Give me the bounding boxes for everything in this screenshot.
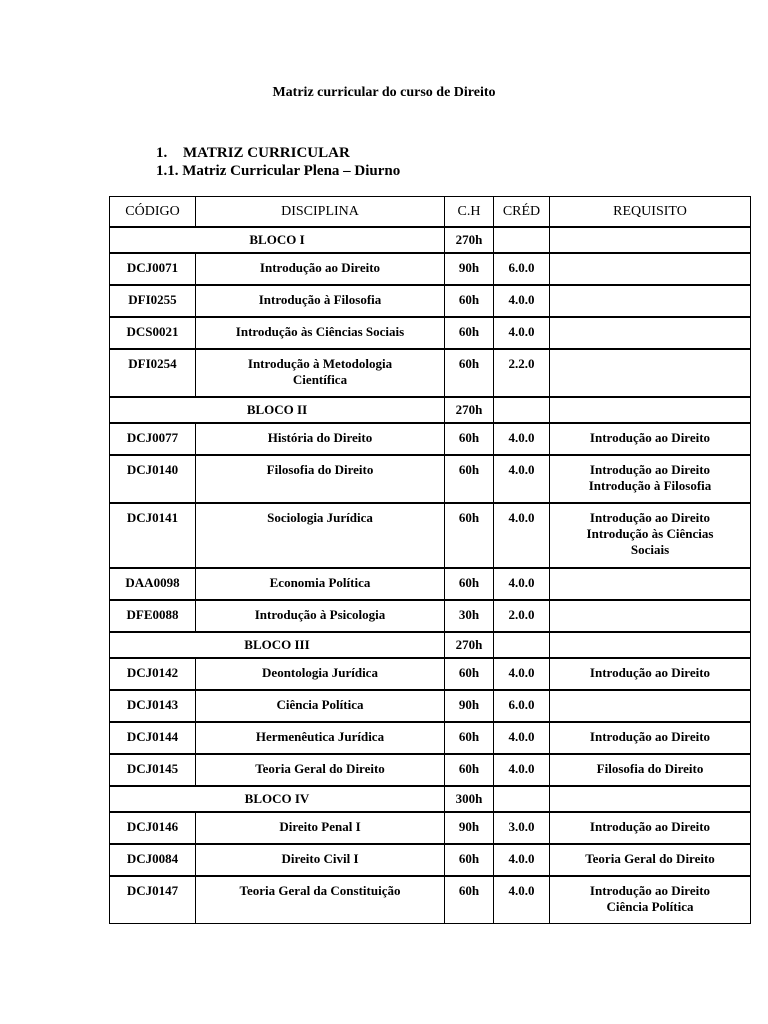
- cell-discipline: História do Direito: [196, 423, 445, 455]
- header-discipline: DISCIPLINA: [196, 197, 445, 228]
- cell-code: DCJ0145: [110, 754, 196, 786]
- cell-hours: 60h: [445, 317, 494, 349]
- cell-credits: 4.0.0: [494, 754, 550, 786]
- cell-discipline: Filosofia do Direito: [196, 455, 445, 503]
- table-row: [110, 812, 751, 844]
- cell-discipline: Economia Política: [196, 568, 445, 600]
- cell-code: DFE0088: [110, 600, 196, 632]
- cell-hours: 60h: [445, 658, 494, 690]
- header-code: CÓDIGO: [110, 197, 196, 228]
- cell-hours: 90h: [445, 812, 494, 844]
- block-credits: [494, 632, 550, 658]
- cell-requirement: Teoria Geral do Direito: [550, 844, 751, 876]
- block-row: [110, 632, 751, 658]
- cell-credits: 4.0.0: [494, 317, 550, 349]
- cell-code: DCJ0143: [110, 690, 196, 722]
- subsection-heading: 1.1. Matriz Curricular Plena – Diurno: [156, 163, 401, 179]
- table-row: [110, 423, 751, 455]
- cell-hours: 60h: [445, 349, 494, 397]
- cell-requirement: Introdução ao Direito Introdução às Ciências Sociais: [550, 503, 751, 568]
- table-row: [110, 722, 751, 754]
- cell-hours: 60h: [445, 844, 494, 876]
- cell-code: DCJ0146: [110, 812, 196, 844]
- header-credits: CRÉD: [494, 197, 550, 228]
- block-credits: [494, 397, 550, 423]
- cell-hours: 30h: [445, 600, 494, 632]
- table-row: [110, 600, 751, 632]
- section-heading: [156, 145, 350, 162]
- cell-discipline: Introdução à Filosofia: [196, 285, 445, 317]
- cell-hours: 60h: [445, 503, 494, 568]
- cell-requirement: Introdução ao Direito: [550, 812, 751, 844]
- block-name: BLOCO III: [110, 632, 445, 658]
- cell-credits: 4.0.0: [494, 455, 550, 503]
- cell-code: DCJ0084: [110, 844, 196, 876]
- cell-requirement: Introdução ao Direito Ciência Política: [550, 876, 751, 924]
- table-header-row: [110, 197, 751, 228]
- block-hours: 270h: [445, 227, 494, 253]
- cell-discipline: Teoria Geral do Direito: [196, 754, 445, 786]
- cell-requirement: [550, 317, 751, 349]
- cell-credits: 6.0.0: [494, 690, 550, 722]
- cell-credits: 4.0.0: [494, 568, 550, 600]
- cell-requirement: Introdução ao Direito: [550, 423, 751, 455]
- cell-hours: 60h: [445, 876, 494, 924]
- cell-requirement: [550, 568, 751, 600]
- cell-credits: 4.0.0: [494, 503, 550, 568]
- cell-discipline: Sociologia Jurídica: [196, 503, 445, 568]
- cell-hours: 60h: [445, 754, 494, 786]
- cell-hours: 60h: [445, 455, 494, 503]
- cell-hours: 90h: [445, 253, 494, 285]
- block-hours: 270h: [445, 632, 494, 658]
- header-requirement: REQUISITO: [550, 197, 751, 228]
- cell-code: DCJ0142: [110, 658, 196, 690]
- cell-discipline: Deontologia Jurídica: [196, 658, 445, 690]
- cell-code: DCJ0141: [110, 503, 196, 568]
- cell-credits: 4.0.0: [494, 285, 550, 317]
- cell-hours: 90h: [445, 690, 494, 722]
- cell-requirement: [550, 690, 751, 722]
- cell-discipline: Introdução às Ciências Sociais: [196, 317, 445, 349]
- header-hours: C.H: [445, 197, 494, 228]
- cell-code: DCJ0147: [110, 876, 196, 924]
- cell-hours: 60h: [445, 722, 494, 754]
- cell-discipline: Teoria Geral da Constituição: [196, 876, 445, 924]
- cell-requirement: [550, 285, 751, 317]
- block-4: [110, 786, 751, 924]
- block-2: [110, 397, 751, 632]
- block-name: BLOCO II: [110, 397, 445, 423]
- block-row: [110, 786, 751, 812]
- table-row: [110, 349, 751, 397]
- table-row: [110, 658, 751, 690]
- block-name: BLOCO I: [110, 227, 445, 253]
- block-name: BLOCO IV: [110, 786, 445, 812]
- cell-hours: 60h: [445, 568, 494, 600]
- cell-hours: 60h: [445, 285, 494, 317]
- cell-discipline: Introdução à Metodologia Científica: [196, 349, 445, 397]
- cell-code: DCJ0071: [110, 253, 196, 285]
- cell-discipline: Hermenêutica Jurídica: [196, 722, 445, 754]
- section-number: 1.: [156, 145, 168, 161]
- cell-requirement: Introdução ao Direito: [550, 722, 751, 754]
- document-title: Matriz curricular do curso de Direito: [272, 85, 496, 100]
- cell-discipline: Ciência Política: [196, 690, 445, 722]
- block-credits: [494, 786, 550, 812]
- cell-code: DAA0098: [110, 568, 196, 600]
- block-row: [110, 227, 751, 253]
- table-row: [110, 690, 751, 722]
- cell-hours: 60h: [445, 423, 494, 455]
- block-requirement: [550, 227, 751, 253]
- block-3: [110, 632, 751, 786]
- cell-credits: 4.0.0: [494, 423, 550, 455]
- cell-code: DCS0021: [110, 317, 196, 349]
- cell-code: DCJ0077: [110, 423, 196, 455]
- cell-credits: 4.0.0: [494, 722, 550, 754]
- block-requirement: [550, 632, 751, 658]
- block-credits: [494, 227, 550, 253]
- cell-credits: 4.0.0: [494, 658, 550, 690]
- block-requirement: [550, 397, 751, 423]
- table-row: [110, 285, 751, 317]
- cell-requirement: [550, 253, 751, 285]
- cell-credits: 3.0.0: [494, 812, 550, 844]
- cell-code: DCJ0140: [110, 455, 196, 503]
- table-row: [110, 754, 751, 786]
- cell-requirement: [550, 349, 751, 397]
- cell-discipline: Direito Penal I: [196, 812, 445, 844]
- table-row: [110, 568, 751, 600]
- cell-credits: 6.0.0: [494, 253, 550, 285]
- block-hours: 300h: [445, 786, 494, 812]
- table-row: [110, 253, 751, 285]
- table-row: [110, 317, 751, 349]
- block-hours: 270h: [445, 397, 494, 423]
- table-row: [110, 503, 751, 568]
- cell-discipline: Introdução à Psicologia: [196, 600, 445, 632]
- curriculum-table: [109, 196, 751, 924]
- cell-requirement: Introdução ao Direito Introdução à Filosofia: [550, 455, 751, 503]
- block-row: [110, 397, 751, 423]
- cell-credits: 4.0.0: [494, 844, 550, 876]
- section-title: MATRIZ CURRICULAR: [183, 145, 350, 161]
- block-1: [110, 227, 751, 397]
- cell-code: DCJ0144: [110, 722, 196, 754]
- cell-credits: 4.0.0: [494, 876, 550, 924]
- cell-code: DFI0255: [110, 285, 196, 317]
- cell-credits: 2.2.0: [494, 349, 550, 397]
- table-row: [110, 844, 751, 876]
- cell-code: DFI0254: [110, 349, 196, 397]
- table-row: [110, 876, 751, 924]
- cell-credits: 2.0.0: [494, 600, 550, 632]
- table-row: [110, 455, 751, 503]
- cell-discipline: Direito Civil I: [196, 844, 445, 876]
- cell-discipline: Introdução ao Direito: [196, 253, 445, 285]
- cell-requirement: Introdução ao Direito: [550, 658, 751, 690]
- cell-requirement: [550, 600, 751, 632]
- cell-requirement: Filosofia do Direito: [550, 754, 751, 786]
- block-requirement: [550, 786, 751, 812]
